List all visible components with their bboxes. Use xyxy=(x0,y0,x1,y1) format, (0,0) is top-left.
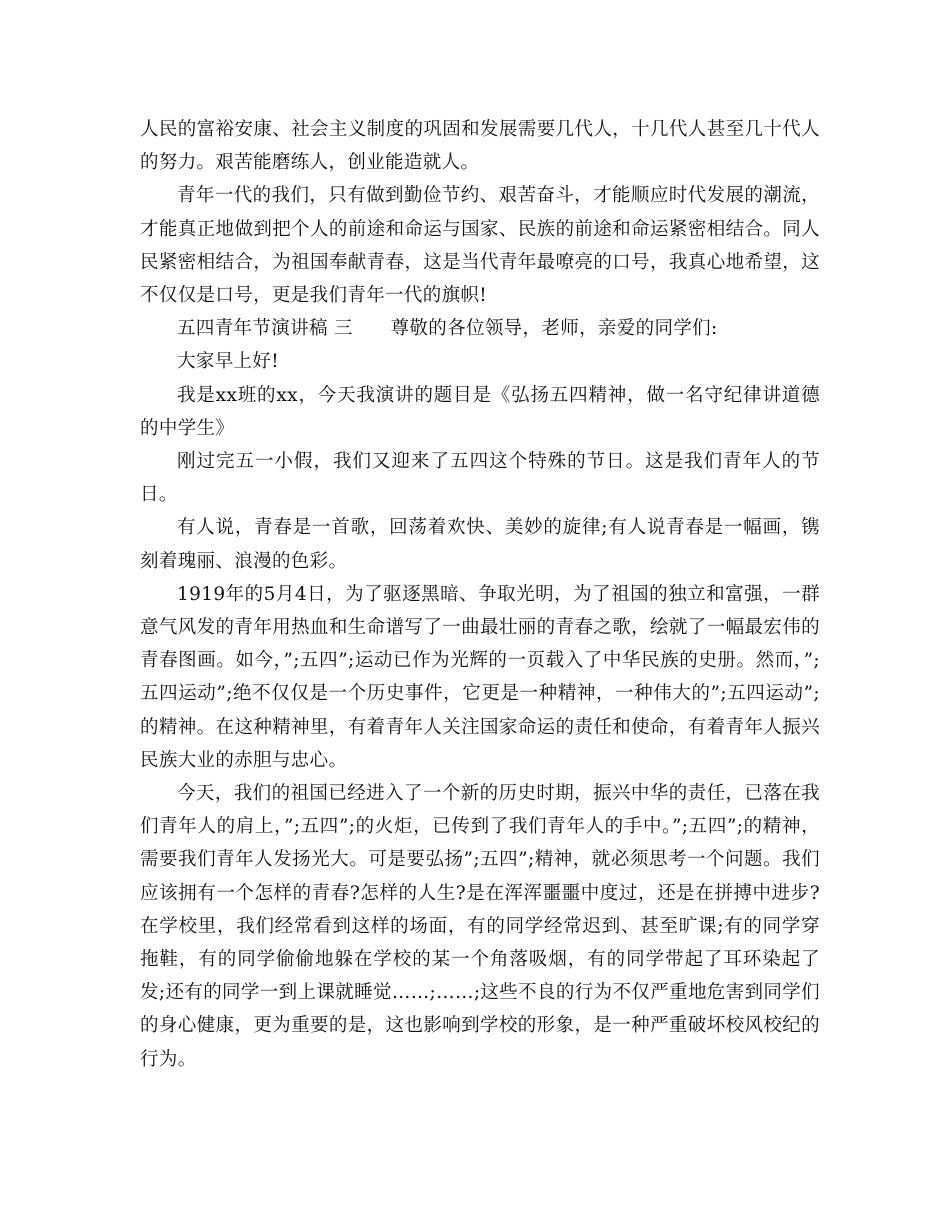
paragraph-7: 有人说，青春是一首歌，回荡着欢快、美妙的旋律;有人说青春是一幅画，镌刻着瑰丽、浪漫的色彩。 xyxy=(140,517,820,572)
document-body xyxy=(140,113,820,1076)
paragraph-4: 大家早上好! xyxy=(177,351,280,373)
paragraph-2: 青年一代的我们，只有做到勤俭节约、艰苦奋斗，才能顺应时代发展的潮流，才能真正地做到把个人的前途和命运与国家、民族的前途和命运紧密相结合。同人民紧密相结合，为祖国奉献青春，这是当代青年最嘹亮的口号，我真心地希望，这不仅仅是口号，更是我们青年一代的旗帜! xyxy=(140,185,820,307)
paragraph-6: 刚过完五一小假，我们又迎来了五四这个特殊的节日。这是我们青年人的节日。 xyxy=(140,451,820,506)
paragraph-3: 五四青年节演讲稿 三 尊敬的各位领导，老师，亲爱的同学们: xyxy=(177,318,718,340)
paragraph-5: 我是xx班的xx，今天我演讲的题目是《弘扬五四精神，做一名守纪律讲道德的中学生》 xyxy=(140,384,820,439)
paragraph-1: 人民的富裕安康、社会主义制度的巩固和发展需要几代人，十几代人甚至几十代人的努力。艰苦能磨练人，创业能造就人。 xyxy=(140,119,820,174)
paragraph-9: 今天，我们的祖国已经进入了一个新的历史时期，振兴中华的责任，已落在我们青年人的肩上，”;五四”;的火炬，已传到了我们青年人的手中。”;五四”;的精神，需要我们青年人发扬光大。可是要弘扬”;五四”;精神，就必须思考一个问题。我们应该拥有一个怎样的青春?怎样的人生?是在浑浑噩噩中度过，还是在拼搏中进步?在学校里，我们经常看到这样的场面，有的同学经常迟到、甚至旷课;有的同学穿拖鞋，有的同学偷偷地躲在学校的某一个角落吸烟，有的同学带起了耳环染起了发;还有的同学一到上课就睡觉……;……;这些不良的行为不仅严重地危害到同学们的身心健康，更为重要的是，这也影响到学校的形象，是一种严重破坏校风校纪的行为。 xyxy=(140,783,820,1070)
paragraph-8: 1919年的5月4日，为了驱逐黑暗、争取光明，为了祖国的独立和富强，一群意气风发的青年用热血和生命谱写了一曲最壮丽的青春之歌，绘就了一幅最宏伟的青春图画。如今，”;五四”;运动已作为光辉的一页载入了中华民族的史册。然而，”;五四运动”;绝不仅仅是一个历史事件，它更是一种精神，一种伟大的”;五四运动”;的精神。在这种精神里，有着青年人关注国家命运的责任和使命，有着青年人振兴民族大业的赤胆与忠心。 xyxy=(140,583,820,771)
